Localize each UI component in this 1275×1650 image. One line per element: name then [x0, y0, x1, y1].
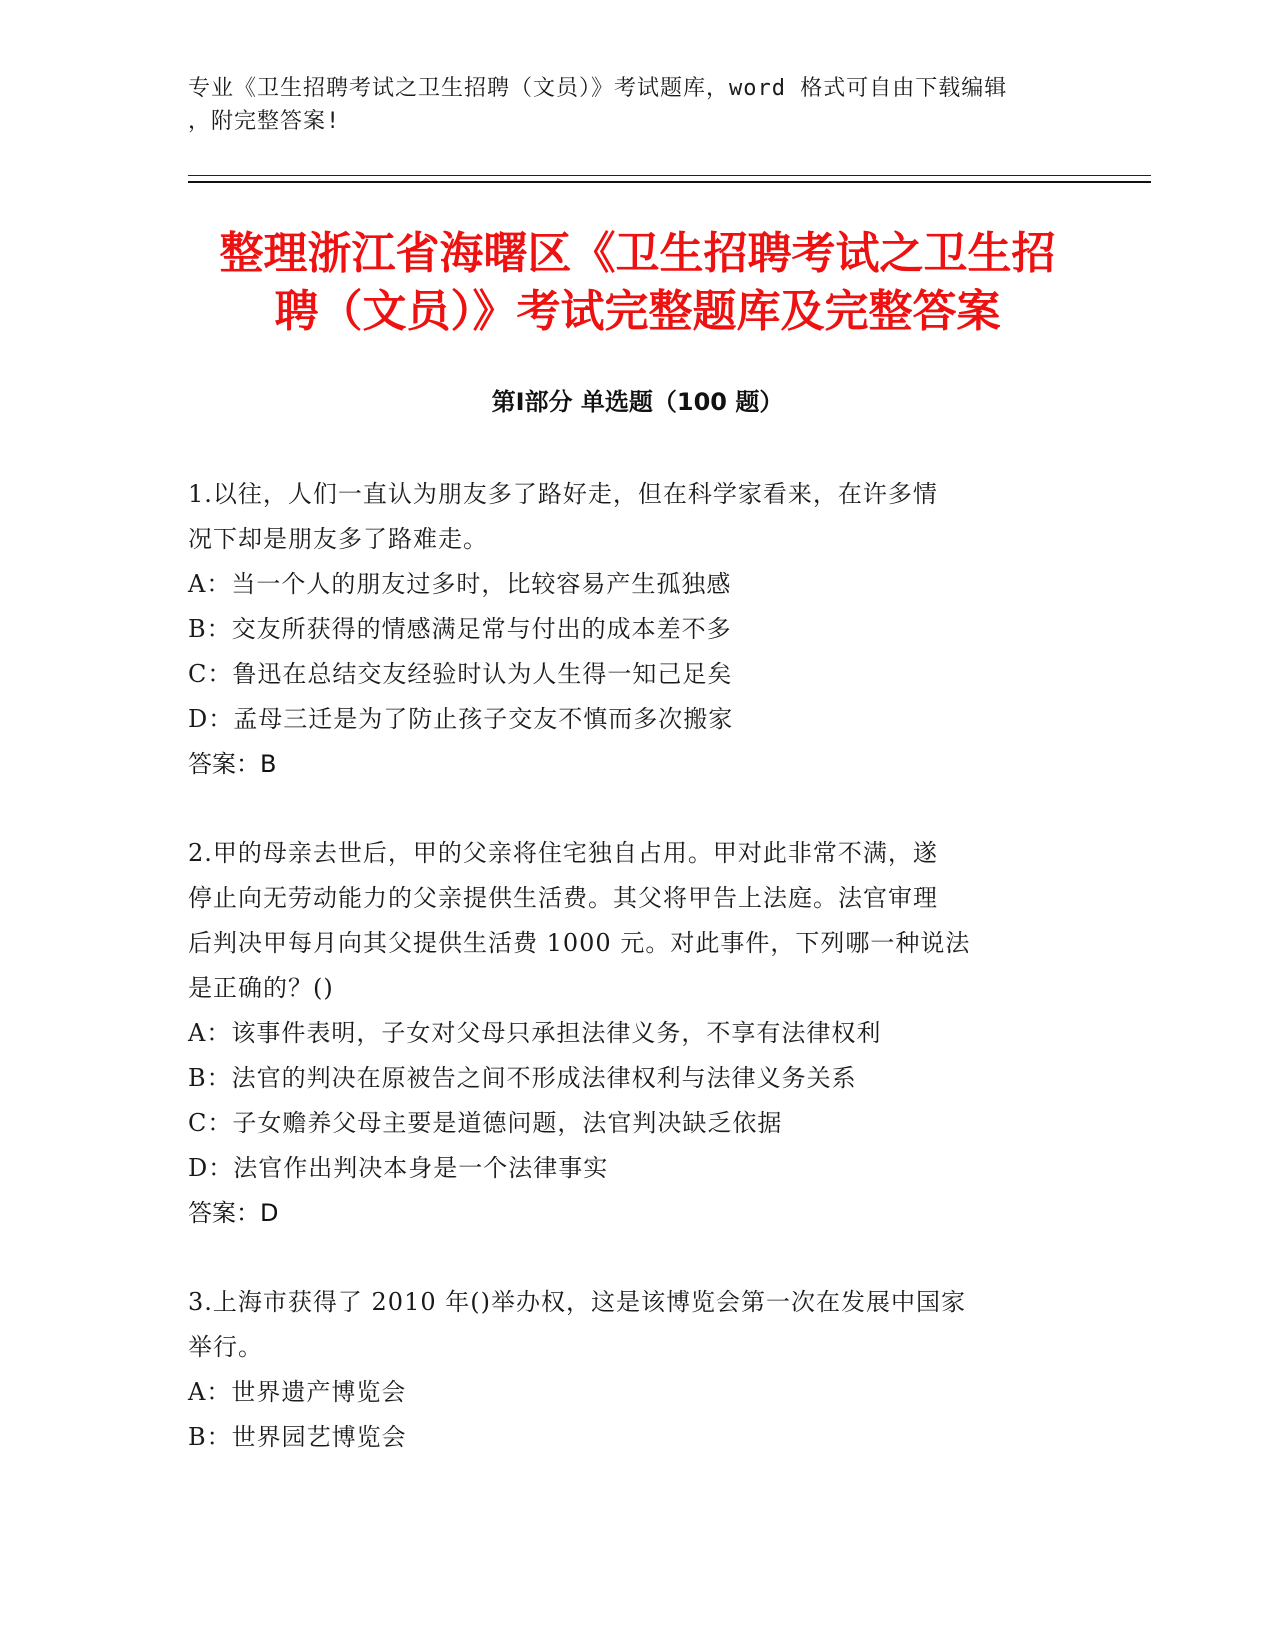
option-a: A：当一个人的朋友过多时，比较容易产生孤独感	[188, 570, 732, 598]
question-list	[188, 472, 1068, 1504]
question-stem: 举行。	[188, 1333, 263, 1361]
option-b: B：法官的判决在原被告之间不形成法律权利与法律义务关系	[188, 1064, 857, 1092]
option-b: B：交友所获得的情感满足常与付出的成本差不多	[188, 615, 732, 643]
answer: 答案：D	[188, 1199, 279, 1227]
question-2	[188, 831, 1068, 1236]
question-stem: 2.甲的母亲去世后，甲的父亲将住宅独自占用。甲对此非常不满，遂	[188, 839, 938, 867]
question-stem: 停止向无劳动能力的父亲提供生活费。其父将甲告上法庭。法官审理	[188, 884, 938, 912]
question-stem: 况下却是朋友多了路难走。	[188, 525, 488, 553]
question-stem: 1.以往，人们一直认为朋友多了路好走，但在科学家看来，在许多情	[188, 480, 938, 508]
option-d: D：法官作出判决本身是一个法律事实	[188, 1154, 609, 1182]
option-c: C：鲁迅在总结交友经验时认为人生得一知己足矣	[188, 660, 733, 688]
document-title	[140, 225, 1135, 341]
option-d: D：孟母三迁是为了防止孩子交友不慎而多次搬家	[188, 705, 734, 733]
header-line-1: 专业《卫生招聘考试之卫生招聘（文员）》考试题库，word 格式可自由下载编辑	[188, 76, 1008, 101]
header-line-2: ，附完整答案!	[188, 109, 341, 134]
page-header	[188, 72, 1088, 138]
question-stem: 3.上海市获得了 2010 年()举办权，这是该博览会第一次在发展中国家	[188, 1288, 966, 1316]
option-a: A：世界遗产博览会	[188, 1378, 407, 1406]
option-a: A：该事件表明，子女对父母只承担法律义务，不享有法律权利	[188, 1019, 882, 1047]
question-stem: 后判决甲每月向其父提供生活费 1000 元。对此事件，下列哪一种说法	[188, 929, 971, 957]
document-title-line-2: 聘（文员）》考试完整题库及完整答案	[274, 286, 1001, 337]
option-c: C：子女赡养父母主要是道德问题，法官判决缺乏依据	[188, 1109, 783, 1137]
question-1	[188, 472, 1068, 787]
answer: 答案：B	[188, 750, 277, 778]
section-title: 第Ⅰ部分 单选题（100 题）	[491, 388, 784, 416]
document-title-line-1: 整理浙江省海曙区《卫生招聘考试之卫生招	[219, 228, 1056, 279]
question-3	[188, 1280, 1068, 1460]
header-divider-thin	[188, 175, 1151, 176]
question-stem: 是正确的？()	[188, 974, 334, 1002]
option-b: B：世界园艺博览会	[188, 1423, 407, 1451]
header-divider-thick	[188, 181, 1151, 183]
